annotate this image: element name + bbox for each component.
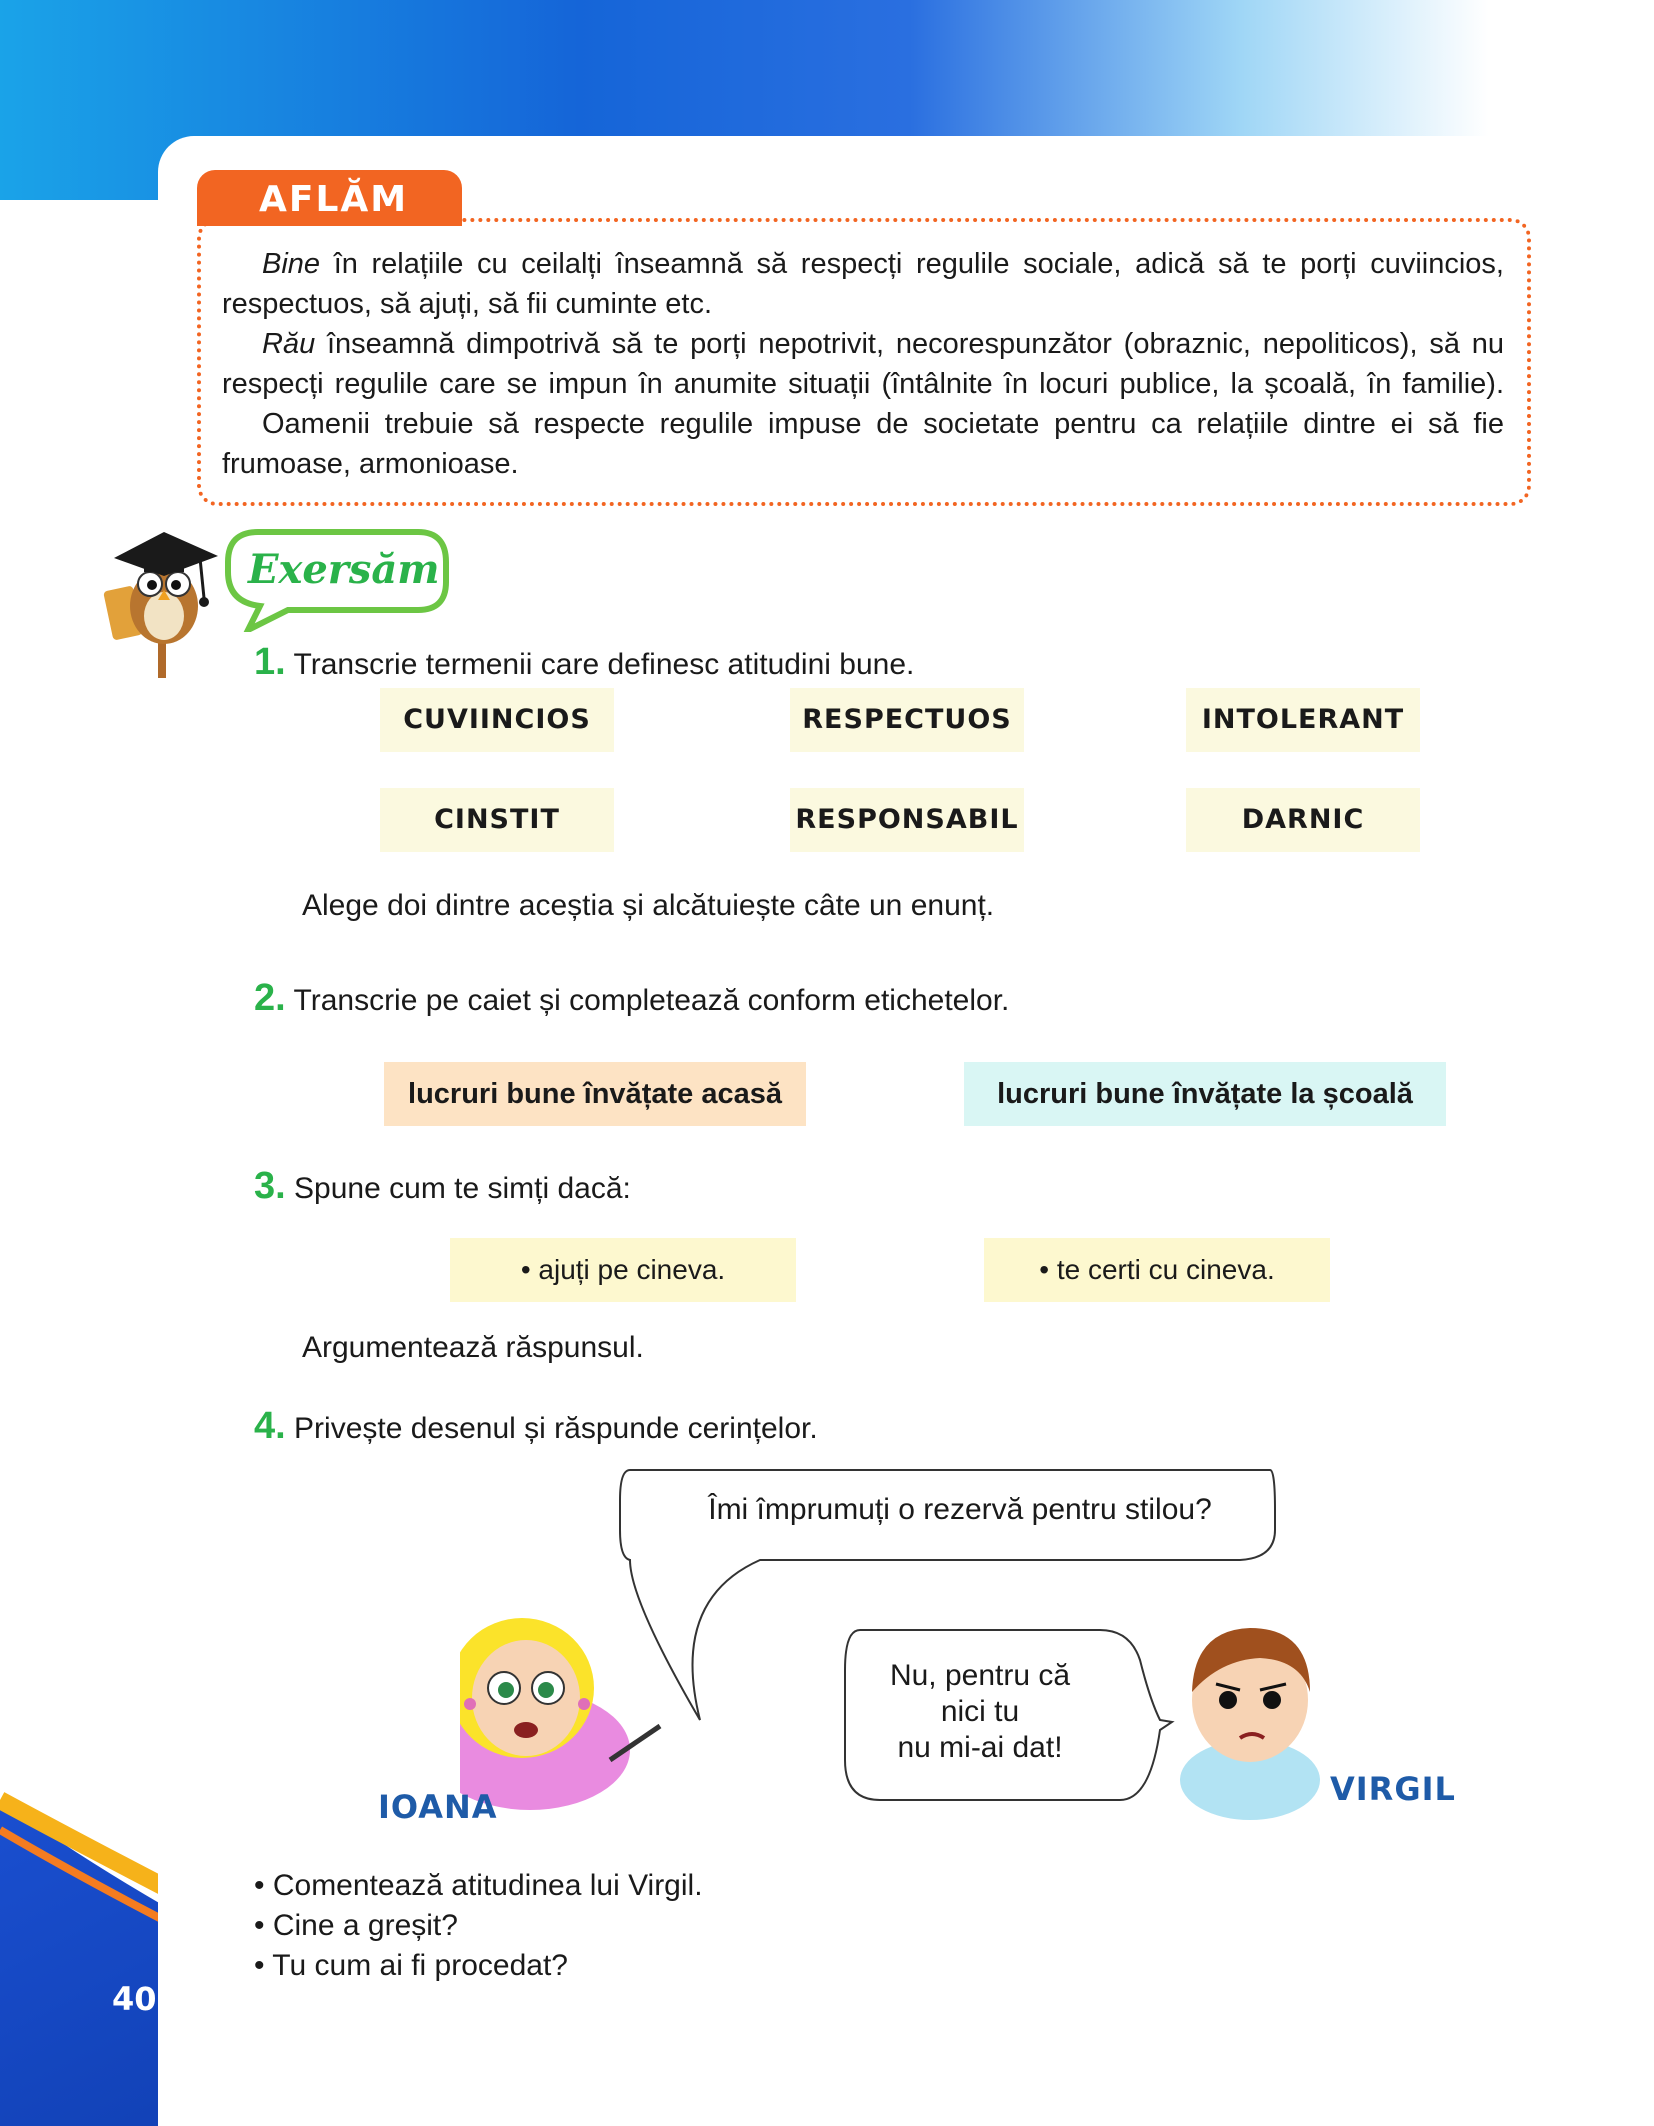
ioana-speech: Îmi împrumuți o rezervă pentru stilou? [708,1493,1212,1526]
aflam-paragraph-3 [222,404,1504,444]
question-item: • Cine a greșit? [254,1909,458,1942]
term-chip: INTOLERANT [1186,688,1420,752]
exercise-2-text: Transcrie pe caiet și completează conform etichetelor. [293,984,1010,1017]
exercise-3-text: Spune cum te simți dacă: [294,1172,631,1205]
virgil-speech-line3: nu mi-ai dat! [897,1731,1063,1764]
feeling-option: • te certi cu cineva. [984,1238,1330,1302]
aflam-paragraph-1-line2: respectuos, să ajuți, să fii cuminte etc. [222,288,712,320]
aflam-text: în relațiile cu ceilalți înseamnă să respecți regulile sociale, adică să te porți cuviincios, [320,248,1504,280]
exersam-title: Exersăm [248,546,440,593]
aflam-paragraph-1 [222,244,1504,284]
ioana-figure [460,1618,660,1810]
exercise-3-number: 3. [254,1165,286,1207]
label-home: lucruri bune învățate acasă [384,1062,806,1126]
exercise-2-number: 2. [254,977,286,1019]
question-item: • Tu cum ai fi procedat? [254,1949,568,1982]
virgil-figure [1180,1628,1320,1820]
term-chip: DARNIC [1186,788,1420,852]
virgil-speech-line1: Nu, pentru că [889,1659,1071,1692]
exercise-4-number: 4. [254,1405,286,1447]
exercise-4-text: Privește desenul și răspunde cerințelor. [294,1412,818,1445]
label-school: lucruri bune învățate la școală [964,1062,1446,1126]
term-chip: RESPONSABIL [790,788,1024,852]
aflam-title: AFLĂM [197,170,462,226]
term-chip: CINSTIT [380,788,614,852]
aflam-text: Oamenii trebuie să respecte regulile impuse de societate pentru ca relațiile dintre ei să fie [262,408,1504,440]
word-bine: Bine [262,248,321,280]
name-virgil: VIRGIL [1330,1770,1456,1808]
word-rau: Rău [262,328,316,360]
exercise-1-followup: Alege doi dintre aceștia și alcătuiește câte un enunț. [302,889,995,922]
exercise-3-prompt [254,1166,631,1209]
exercise-2-prompt [254,978,1009,1021]
exercise-4-prompt [254,1406,818,1449]
aflam-paragraph-3-line2: frumoase, armonioase. [222,448,519,480]
feeling-option: • ajuți pe cineva. [450,1238,796,1302]
exercise-1-text: Transcrie termenii care definesc atitudini bune. [293,648,915,681]
term-chip: RESPECTUOS [790,688,1024,752]
page-number: 40 [112,1980,157,2018]
owl-teacher-icon [100,518,230,678]
exercise-1-prompt [254,642,914,685]
question-item: • Comentează atitudinea lui Virgil. [254,1869,703,1902]
aflam-paragraph-2 [222,324,1504,364]
exercise-1-number: 1. [254,641,286,683]
term-chip: CUVIINCIOS [380,688,614,752]
aflam-paragraph-2-line2: respecți regulile care se impun în anumite situații (întâlnite în locuri publice, la școală, în familie). [222,368,1504,400]
exercise-3-followup: Argumentează răspunsul. [302,1331,644,1364]
aflam-text: înseamnă dimpotrivă să te porți nepotrivit, necorespunzător (obraznic, nepoliticos), să nu [315,328,1504,360]
name-ioana: IOANA [378,1788,498,1826]
virgil-speech-line2: nici tu [940,1695,1020,1728]
